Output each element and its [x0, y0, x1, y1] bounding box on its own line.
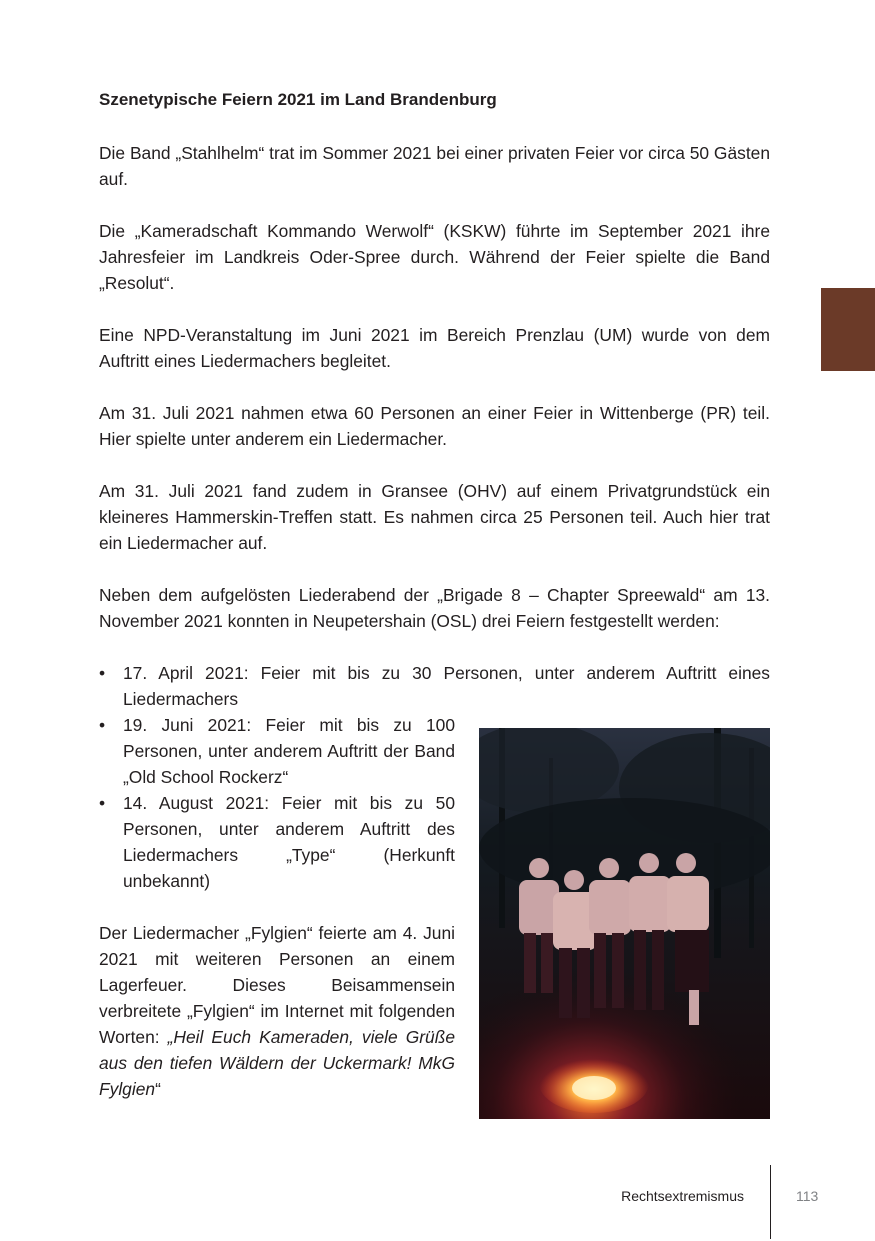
paragraph: Neben dem aufgelösten Liederabend der „Brigade 8 – Chapter Spreewald“ am 13. November 2021 konnten in Neupetershain (OSL) drei Feiern festgestellt werden: — [99, 585, 770, 631]
bullet-marker: • — [99, 715, 106, 735]
paragraph: Die „Kameradschaft Kommando Werwolf“ (KSKW) führte im September 2021 ihre Jahresfeier im Landkreis Oder-Spree durch. Während der Feier spielte die Band „Resolut“. — [99, 221, 770, 293]
footer-section-label: Rechtsextremismus — [621, 1188, 744, 1204]
page-number: 113 — [796, 1188, 819, 1204]
section-heading: Szenetypische Feiern 2021 im Land Brandenburg — [99, 90, 497, 109]
list-item-text: 14. August 2021: Feier mit bis zu 50 Personen, unter anderem Auftritt des Liedermachers „Type“ (Herkunft unbekannt) — [123, 793, 455, 891]
closing-text: Der Liedermacher „Fylgien“ feierte am 4. Juni 2021 mit weiteren Personen an einem Lagerfeuer. Dieses Beisammensein verbreitete „Fylgien“ im Internet mit folgenden Worten: — [99, 923, 455, 1047]
quote-open-mark: „ — [167, 1027, 174, 1047]
footer-divider — [770, 1165, 771, 1239]
list-item — [99, 660, 770, 712]
quote-text: Heil Euch Kameraden, viele Grüße aus den tiefen Wäldern der Uckermark! MkG Fylgien — [99, 1027, 455, 1099]
paragraph: Eine NPD-Veranstaltung im Juni 2021 im Bereich Prenzlau (UM) wurde von dem Auftritt eines Liedermachers begleitet. — [99, 325, 770, 371]
paragraph: Die Band „Stahlhelm“ trat im Sommer 2021 bei einer privaten Feier vor circa 50 Gästen auf. — [99, 143, 770, 189]
bullet-marker: • — [99, 793, 106, 813]
list-item-text: 17. April 2021: Feier mit bis zu 30 Personen, unter anderem Auftritt eines Liedermachers — [123, 663, 770, 709]
paragraph: Am 31. Juli 2021 fand zudem in Gransee (OHV) auf einem Privatgrundstück ein kleineres Hammerskin-Treffen statt. Es nahmen circa 25 Personen teil. Auch hier trat ein Liedermacher auf. — [99, 481, 770, 553]
paragraph: Am 31. Juli 2021 nahmen etwa 60 Personen an einer Feier in Wittenberge (PR) teil. Hier spielte unter anderem ein Liedermacher. — [99, 403, 770, 449]
list-item — [99, 712, 455, 790]
campfire-photo — [479, 728, 770, 1119]
list-item-text: 19. Juni 2021: Feier mit bis zu 100 Personen, unter anderem Auftritt der Band „Old School Rockerz“ — [123, 715, 455, 787]
bullet-marker: • — [99, 663, 106, 683]
quote-close-mark: “ — [155, 1079, 161, 1099]
list-item — [99, 790, 455, 894]
closing-paragraph — [99, 920, 455, 1102]
chapter-tab — [821, 288, 875, 371]
